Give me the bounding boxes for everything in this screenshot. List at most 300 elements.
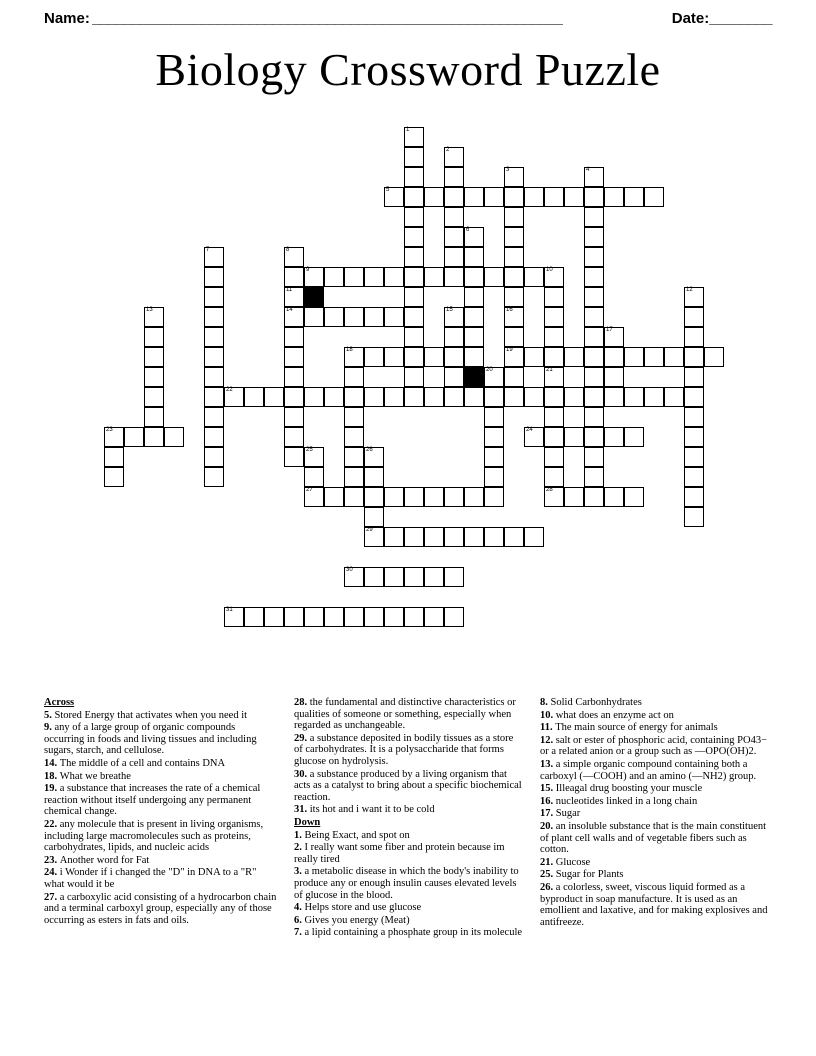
grid-cell[interactable]	[444, 267, 464, 287]
clue-text: nucleotides linked in a long chain	[555, 795, 698, 807]
grid-cell[interactable]	[404, 367, 424, 387]
grid-cell-number: 11	[286, 286, 293, 293]
grid-cell[interactable]	[324, 607, 344, 627]
clues-column-2	[294, 697, 524, 940]
grid-cell[interactable]	[444, 487, 464, 507]
grid-cell-number: 20	[486, 366, 493, 373]
grid-cell[interactable]	[204, 407, 224, 427]
clue-item	[540, 783, 776, 795]
grid-cell[interactable]	[284, 347, 304, 367]
grid-cell[interactable]	[584, 287, 604, 307]
grid-cell[interactable]	[404, 127, 424, 147]
grid-cell[interactable]	[624, 347, 644, 367]
grid-cell[interactable]	[364, 487, 384, 507]
grid-cell-number: 17	[606, 326, 613, 333]
grid-cell[interactable]	[344, 407, 364, 427]
grid-cell[interactable]	[204, 467, 224, 487]
grid-cell[interactable]	[204, 347, 224, 367]
grid-cell[interactable]	[204, 327, 224, 347]
grid-cell[interactable]	[444, 367, 464, 387]
grid-cell[interactable]	[364, 267, 384, 287]
grid-cell[interactable]	[344, 567, 364, 587]
grid-cell-number: 28	[546, 486, 553, 493]
grid-cell[interactable]	[584, 407, 604, 427]
grid-cell[interactable]	[684, 447, 704, 467]
clue-text: salt or ester of phosphoric acid, containing PO43− or a related anion or a group such as —OPO(OH)2.	[540, 734, 767, 758]
clue-number: 22.	[44, 818, 60, 830]
grid-cell[interactable]	[444, 207, 464, 227]
grid-cell[interactable]	[584, 207, 604, 227]
clue-number: 2.	[294, 842, 305, 854]
grid-cell[interactable]	[144, 427, 164, 447]
grid-cell[interactable]	[324, 307, 344, 327]
grid-cell[interactable]	[444, 327, 464, 347]
grid-cell[interactable]	[444, 307, 464, 327]
grid-cell[interactable]	[464, 327, 484, 347]
grid-cell[interactable]	[624, 387, 644, 407]
grid-cell[interactable]	[144, 367, 164, 387]
grid-cell[interactable]	[384, 307, 404, 327]
clues-column-3	[540, 697, 776, 940]
clue-item	[540, 869, 776, 881]
grid-cell[interactable]	[484, 427, 504, 447]
grid-cell[interactable]	[424, 187, 444, 207]
grid-cell[interactable]	[464, 247, 484, 267]
grid-cell[interactable]	[204, 387, 224, 407]
grid-cell[interactable]	[564, 487, 584, 507]
grid-cell[interactable]	[424, 487, 444, 507]
clue-item	[294, 866, 524, 901]
clue-item	[44, 819, 278, 854]
grid-cell-number: 25	[306, 446, 313, 453]
grid-cell[interactable]	[404, 527, 424, 547]
grid-cell[interactable]	[544, 307, 564, 327]
crossword-grid	[44, 127, 772, 707]
grid-cell[interactable]	[604, 367, 624, 387]
grid-cell[interactable]	[204, 287, 224, 307]
grid-cell[interactable]	[584, 447, 604, 467]
grid-cell[interactable]	[504, 287, 524, 307]
grid-cell[interactable]	[284, 287, 304, 307]
grid-cell[interactable]	[304, 607, 324, 627]
grid-cell[interactable]	[564, 187, 584, 207]
clue-text: Helps store and use glucose	[304, 902, 422, 914]
grid-cell[interactable]	[684, 307, 704, 327]
grid-cell[interactable]	[504, 227, 524, 247]
grid-cell[interactable]	[504, 187, 524, 207]
grid-cell[interactable]	[684, 327, 704, 347]
grid-cell[interactable]	[504, 527, 524, 547]
clue-text: its hot and i want it to be cold	[309, 804, 435, 816]
grid-cell[interactable]	[584, 327, 604, 347]
grid-cell[interactable]	[484, 447, 504, 467]
grid-cell[interactable]	[244, 387, 264, 407]
grid-cell[interactable]	[404, 567, 424, 587]
grid-cell[interactable]	[284, 407, 304, 427]
grid-cell[interactable]	[524, 427, 544, 447]
clue-item	[44, 758, 278, 770]
grid-cell[interactable]	[524, 347, 544, 367]
grid-cell[interactable]	[144, 327, 164, 347]
grid-cell-number: 4	[586, 166, 590, 173]
grid-cell[interactable]	[464, 347, 484, 367]
grid-cell[interactable]	[404, 267, 424, 287]
grid-cell[interactable]	[644, 387, 664, 407]
grid-cell[interactable]	[304, 387, 324, 407]
grid-cell[interactable]	[284, 387, 304, 407]
grid-cell[interactable]	[504, 387, 524, 407]
grid-cell[interactable]	[444, 347, 464, 367]
grid-cell[interactable]	[304, 267, 324, 287]
grid-cell[interactable]	[384, 607, 404, 627]
grid-cell[interactable]	[524, 187, 544, 207]
grid-cell[interactable]	[684, 287, 704, 307]
grid-cell[interactable]	[304, 447, 324, 467]
grid-cell[interactable]	[544, 367, 564, 387]
grid-cell[interactable]	[444, 147, 464, 167]
grid-cell[interactable]	[584, 187, 604, 207]
clue-number: 8.	[540, 697, 551, 708]
grid-cell[interactable]	[424, 267, 444, 287]
grid-cell[interactable]	[544, 187, 564, 207]
grid-cell[interactable]	[404, 207, 424, 227]
grid-cell[interactable]	[544, 427, 564, 447]
date-blank-line: ________	[709, 10, 772, 27]
clue-text: a carboxylic acid consisting of a hydrocarbon chain and a terminal carboxyl group, especially any of those occurring as esters in fats and oils.	[44, 891, 277, 926]
grid-cell[interactable]	[604, 347, 624, 367]
clue-number: 16.	[540, 795, 556, 807]
clue-text: i Wonder if i changed the "D" in DNA to a "R" what would it be	[44, 867, 257, 890]
grid-cell[interactable]	[144, 347, 164, 367]
down-heading: Down	[294, 816, 321, 828]
grid-cell[interactable]	[464, 527, 484, 547]
clue-item	[540, 722, 776, 734]
grid-cell[interactable]	[364, 567, 384, 587]
grid-cell[interactable]	[624, 427, 644, 447]
clue-number: 25.	[540, 869, 556, 881]
clue-item	[540, 759, 776, 782]
grid-cell[interactable]	[444, 567, 464, 587]
grid-cell[interactable]	[364, 467, 384, 487]
grid-cell[interactable]	[484, 527, 504, 547]
grid-cell[interactable]	[324, 487, 344, 507]
grid-cell[interactable]	[604, 427, 624, 447]
grid-cell[interactable]	[204, 447, 224, 467]
grid-cell[interactable]	[424, 387, 444, 407]
grid-cell[interactable]	[584, 347, 604, 367]
grid-cell-number: 12	[686, 286, 693, 293]
grid-cell[interactable]	[584, 227, 604, 247]
grid-cell[interactable]	[684, 407, 704, 427]
grid-cell[interactable]	[584, 247, 604, 267]
clue-number: 24.	[44, 867, 60, 879]
grid-cell[interactable]	[444, 247, 464, 267]
grid-cell[interactable]	[484, 487, 504, 507]
grid-cell[interactable]	[144, 387, 164, 407]
grid-cell[interactable]	[384, 527, 404, 547]
clue-text: Sugar for Plants	[555, 869, 624, 881]
grid-cell[interactable]	[344, 607, 364, 627]
grid-cell[interactable]	[584, 467, 604, 487]
grid-cell[interactable]	[404, 347, 424, 367]
grid-cell[interactable]	[304, 487, 324, 507]
grid-cell[interactable]	[104, 467, 124, 487]
grid-cell[interactable]	[224, 607, 244, 627]
grid-cell[interactable]	[444, 387, 464, 407]
grid-cell[interactable]	[504, 207, 524, 227]
grid-cell[interactable]	[424, 527, 444, 547]
grid-cell[interactable]	[404, 287, 424, 307]
grid-cell[interactable]	[404, 327, 424, 347]
grid-cell[interactable]	[484, 387, 504, 407]
grid-cell[interactable]	[444, 167, 464, 187]
grid-cell[interactable]	[284, 427, 304, 447]
grid-cell[interactable]	[344, 367, 364, 387]
grid-cell[interactable]	[404, 307, 424, 327]
grid-cell[interactable]	[424, 607, 444, 627]
clue-number: 23.	[44, 854, 60, 866]
grid-cell[interactable]	[284, 367, 304, 387]
grid-cell[interactable]	[524, 387, 544, 407]
grid-cell[interactable]	[544, 287, 564, 307]
grid-cell[interactable]	[504, 307, 524, 327]
grid-cell[interactable]	[284, 327, 304, 347]
grid-cell[interactable]	[364, 607, 384, 627]
grid-cell[interactable]	[104, 427, 124, 447]
grid-cell[interactable]	[584, 167, 604, 187]
grid-cell[interactable]	[424, 347, 444, 367]
grid-cell[interactable]	[384, 387, 404, 407]
page-title: Biology Crossword Puzzle	[155, 44, 661, 95]
grid-cell[interactable]	[384, 487, 404, 507]
grid-cell[interactable]	[704, 347, 724, 367]
grid-cell-number: 18	[346, 346, 353, 353]
grid-cell[interactable]	[604, 187, 624, 207]
grid-cell-number: 26	[366, 446, 373, 453]
grid-cell[interactable]	[664, 347, 684, 367]
grid-cell[interactable]	[404, 187, 424, 207]
grid-cell[interactable]	[304, 307, 324, 327]
grid-cell-number: 2	[446, 146, 450, 153]
grid-cell[interactable]	[504, 367, 524, 387]
grid-cell[interactable]	[544, 347, 564, 367]
grid-cell-number: 1	[406, 126, 410, 133]
clue-item	[44, 771, 278, 783]
clue-text: an insoluble substance that is the main constituent of plant cell walls and of vegetable fibers such as cotton.	[540, 820, 767, 856]
clue-item	[44, 867, 278, 890]
grid-cell[interactable]	[684, 347, 704, 367]
grid-cell[interactable]	[504, 247, 524, 267]
clue-number: 1.	[294, 829, 305, 841]
grid-cell[interactable]	[544, 487, 564, 507]
grid-cell[interactable]	[404, 147, 424, 167]
grid-cell[interactable]	[204, 307, 224, 327]
clue-text: Sugar	[555, 808, 581, 820]
clue-text: Being Exact, and spot on	[304, 829, 410, 841]
grid-cell[interactable]	[364, 387, 384, 407]
grid-cell[interactable]	[404, 387, 424, 407]
grid-cell[interactable]	[444, 227, 464, 247]
grid-cell[interactable]	[404, 487, 424, 507]
grid-cell[interactable]	[284, 247, 304, 267]
grid-cell[interactable]	[364, 527, 384, 547]
grid-cell[interactable]	[324, 267, 344, 287]
grid-cell[interactable]	[204, 367, 224, 387]
grid-cell[interactable]	[544, 387, 564, 407]
grid-cell[interactable]	[584, 427, 604, 447]
clue-number: 12.	[540, 734, 556, 746]
grid-cell[interactable]	[144, 307, 164, 327]
grid-cell[interactable]	[244, 607, 264, 627]
grid-cell[interactable]	[424, 567, 444, 587]
grid-cell[interactable]	[524, 267, 544, 287]
grid-cell[interactable]	[664, 387, 684, 407]
clue-item	[44, 710, 278, 722]
grid-cell[interactable]	[364, 347, 384, 367]
clue-item	[294, 902, 524, 914]
grid-cell[interactable]	[484, 267, 504, 287]
grid-cell[interactable]	[204, 427, 224, 447]
grid-cell[interactable]	[484, 467, 504, 487]
grid-cell[interactable]	[284, 607, 304, 627]
grid-cell[interactable]	[444, 607, 464, 627]
grid-cell[interactable]	[504, 267, 524, 287]
grid-cell[interactable]	[104, 447, 124, 467]
grid-cell[interactable]	[604, 487, 624, 507]
grid-cell[interactable]	[304, 467, 324, 487]
grid-cell[interactable]	[404, 167, 424, 187]
clue-number: 4.	[294, 902, 305, 914]
grid-cell[interactable]	[684, 487, 704, 507]
grid-cell[interactable]	[504, 327, 524, 347]
clue-item	[294, 842, 524, 865]
grid-cell[interactable]	[344, 307, 364, 327]
grid-cell[interactable]	[684, 387, 704, 407]
grid-cell[interactable]	[584, 367, 604, 387]
clue-item	[540, 735, 776, 758]
grid-cell[interactable]	[584, 267, 604, 287]
grid-cell[interactable]	[684, 507, 704, 527]
grid-cell[interactable]	[624, 187, 644, 207]
grid-cell[interactable]	[224, 387, 244, 407]
clue-text: a lipid containing a phosphate group in its molecule	[304, 927, 523, 939]
clue-text: a simple organic compound containing both a carboxyl (—COOH) and an amino (—NH2) group.	[540, 758, 757, 782]
grid-cell[interactable]	[564, 347, 584, 367]
grid-cell[interactable]	[344, 267, 364, 287]
grid-cell[interactable]	[264, 387, 284, 407]
clue-item	[294, 804, 524, 816]
grid-cell[interactable]	[404, 227, 424, 247]
grid-cell[interactable]	[344, 387, 364, 407]
grid-cell[interactable]	[624, 487, 644, 507]
grid-cell[interactable]	[484, 367, 504, 387]
clue-item	[44, 855, 278, 867]
grid-cell[interactable]	[384, 567, 404, 587]
grid-cell[interactable]	[364, 447, 384, 467]
clue-number: 27.	[44, 891, 60, 903]
grid-cell[interactable]	[464, 487, 484, 507]
grid-cell[interactable]	[284, 267, 304, 287]
grid-cell[interactable]	[464, 307, 484, 327]
grid-cell[interactable]	[464, 287, 484, 307]
grid-cell[interactable]	[564, 427, 584, 447]
grid-cell[interactable]	[344, 467, 364, 487]
grid-cell[interactable]	[164, 427, 184, 447]
grid-cell[interactable]	[124, 427, 144, 447]
grid-cell[interactable]	[684, 367, 704, 387]
grid-cell-number: 19	[506, 346, 513, 353]
grid-cell[interactable]	[404, 247, 424, 267]
grid-cell[interactable]	[584, 307, 604, 327]
grid-cell[interactable]	[604, 327, 624, 347]
grid-cell[interactable]	[584, 487, 604, 507]
clue-text: What we breathe	[59, 770, 131, 782]
grid-cell[interactable]	[464, 267, 484, 287]
grid-cell-number: 9	[306, 266, 310, 273]
grid-cell[interactable]	[204, 247, 224, 267]
grid-cell[interactable]	[344, 487, 364, 507]
grid-cell[interactable]	[544, 267, 564, 287]
clue-item	[540, 808, 776, 820]
grid-cell[interactable]	[404, 607, 424, 627]
grid-cell[interactable]	[544, 447, 564, 467]
clue-number: 10.	[540, 709, 556, 721]
grid-cell[interactable]	[644, 347, 664, 367]
grid-cell[interactable]	[644, 187, 664, 207]
grid-cell[interactable]	[284, 307, 304, 327]
grid-cell[interactable]	[344, 347, 364, 367]
grid-cell[interactable]	[464, 227, 484, 247]
grid-cell[interactable]	[364, 307, 384, 327]
grid-cell[interactable]	[604, 387, 624, 407]
grid-cell[interactable]	[524, 527, 544, 547]
grid-cell[interactable]	[384, 187, 404, 207]
grid-cell[interactable]	[284, 447, 304, 467]
clue-text: a colorless, sweet, viscous liquid formed as a byproduct in soap manufacture. It is used as an emollient and laxative, and for making explosives and antifreeze.	[540, 881, 768, 928]
grid-cell-number: 8	[286, 246, 290, 253]
clue-text: a substance deposited in bodily tissues as a store of carbohydrates. It is a polysaccharide that forms glucose on hydrolysis.	[294, 732, 514, 767]
grid-cell[interactable]	[144, 407, 164, 427]
grid-cell[interactable]	[344, 427, 364, 447]
grid-cell[interactable]	[484, 407, 504, 427]
grid-cell[interactable]	[384, 347, 404, 367]
grid-cell[interactable]	[564, 387, 584, 407]
grid-cell[interactable]	[384, 267, 404, 287]
grid-cell[interactable]	[544, 467, 564, 487]
clue-number: 18.	[44, 770, 60, 782]
grid-cell[interactable]	[204, 267, 224, 287]
grid-cell[interactable]	[324, 387, 344, 407]
grid-cell[interactable]	[584, 387, 604, 407]
grid-cell-number: 6	[466, 226, 470, 233]
grid-cell[interactable]	[364, 507, 384, 527]
grid-cell[interactable]	[464, 387, 484, 407]
grid-cell[interactable]	[484, 187, 504, 207]
grid-cell[interactable]	[544, 327, 564, 347]
clue-number: 5.	[44, 709, 55, 721]
grid-cell[interactable]	[444, 187, 464, 207]
clue-item	[540, 882, 776, 928]
grid-cell[interactable]	[684, 467, 704, 487]
grid-cell[interactable]	[504, 347, 524, 367]
grid-cell[interactable]	[444, 527, 464, 547]
grid-cell[interactable]	[344, 447, 364, 467]
grid-cell[interactable]	[684, 427, 704, 447]
grid-cell[interactable]	[464, 187, 484, 207]
grid-cell[interactable]	[264, 607, 284, 627]
grid-cell[interactable]	[544, 407, 564, 427]
grid-cell[interactable]	[504, 167, 524, 187]
